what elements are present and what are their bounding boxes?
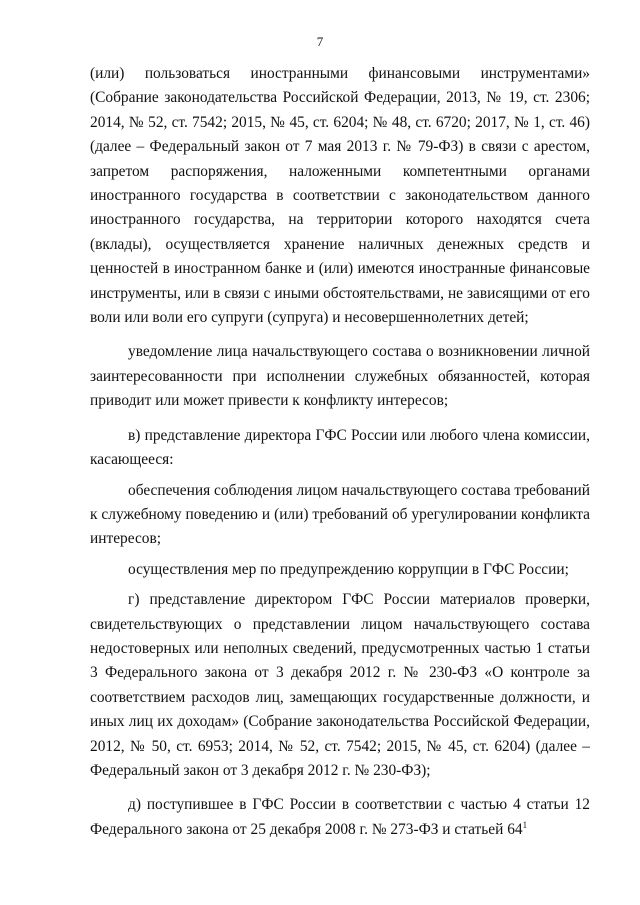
page-number: 7 [316,34,324,49]
paragraph-item-d-text: д) поступившее в ГФС России в соответствии с частью 4 статьи 12 Федерального закона от 25 декабря 2008 г. № 273-ФЗ и статьей 64 [90,796,590,838]
footnote-mark: 1 [522,819,528,830]
paragraph-item-g: г) представление директором ГФС России материалов проверки, свидетельствующих о представлении лицом начальствующего состава недостоверных или неполных сведений, предусмотренных частью 1 статьи 3 Федерального закона от 3 декабря 2012 г. № 230-ФЗ «О контроле за соответствием расходов лиц, замещающих государственные должности, и иных лиц их доходам» (Собрание законодательства Российской Федерации, 2012, № 50, ст. 6953; 2014, № 52, ст. 7542; 2015, № 45, ст. 6204) (далее – Федеральный закон от 3 декабря 2012 г. № 230-ФЗ); [90,591,590,779]
paragraph-continuation: (или) пользоваться иностранными финансовыми инструментами» (Собрание законодательства Российской Федерации, 2013, № 19, ст. 2306; 2014, № 52, ст. 7542; 2015, № 45, ст. 6204; № 48, ст. 6720; 2017, № 1, ст. 46) (далее – Федеральный закон от 7 мая 2013 г. № 79-ФЗ) в связи с арестом, запретом распоряжения, наложенными компетентными органами иностранного государства в соответствии с законодательством данного иностранного государства, на территории которого находятся счета (вклады), осуществляется хранение наличных денежных средств и ценностей в иностранном банке и (или) имеются иностранные финансовые инструменты, или в связи с иными обстоятельствами, не зависящими от его воли или воли его супруги (супруга) и несовершеннолетних детей; [90,65,590,327]
paragraph-compliance: обеспечения соблюдения лицом начальствующего состава требований к служебному поведению и (или) требований об урегулировании конфликта интересов; [90,481,590,548]
paragraph-item-v: в) представление директора ГФС России или любого члена комиссии, касающееся: [90,426,590,469]
paragraph-anticorruption: осуществления мер по предупреждению коррупции в ГФС России; [128,560,569,578]
paragraph-item-d [90,793,590,842]
document-body [90,62,590,842]
paragraph-notification: уведомление лица начальствующего состава о возникновении личной заинтересованности при исполнении служебных обязанностей, которая приводит или может привести к конфликту интересов; [90,343,590,410]
